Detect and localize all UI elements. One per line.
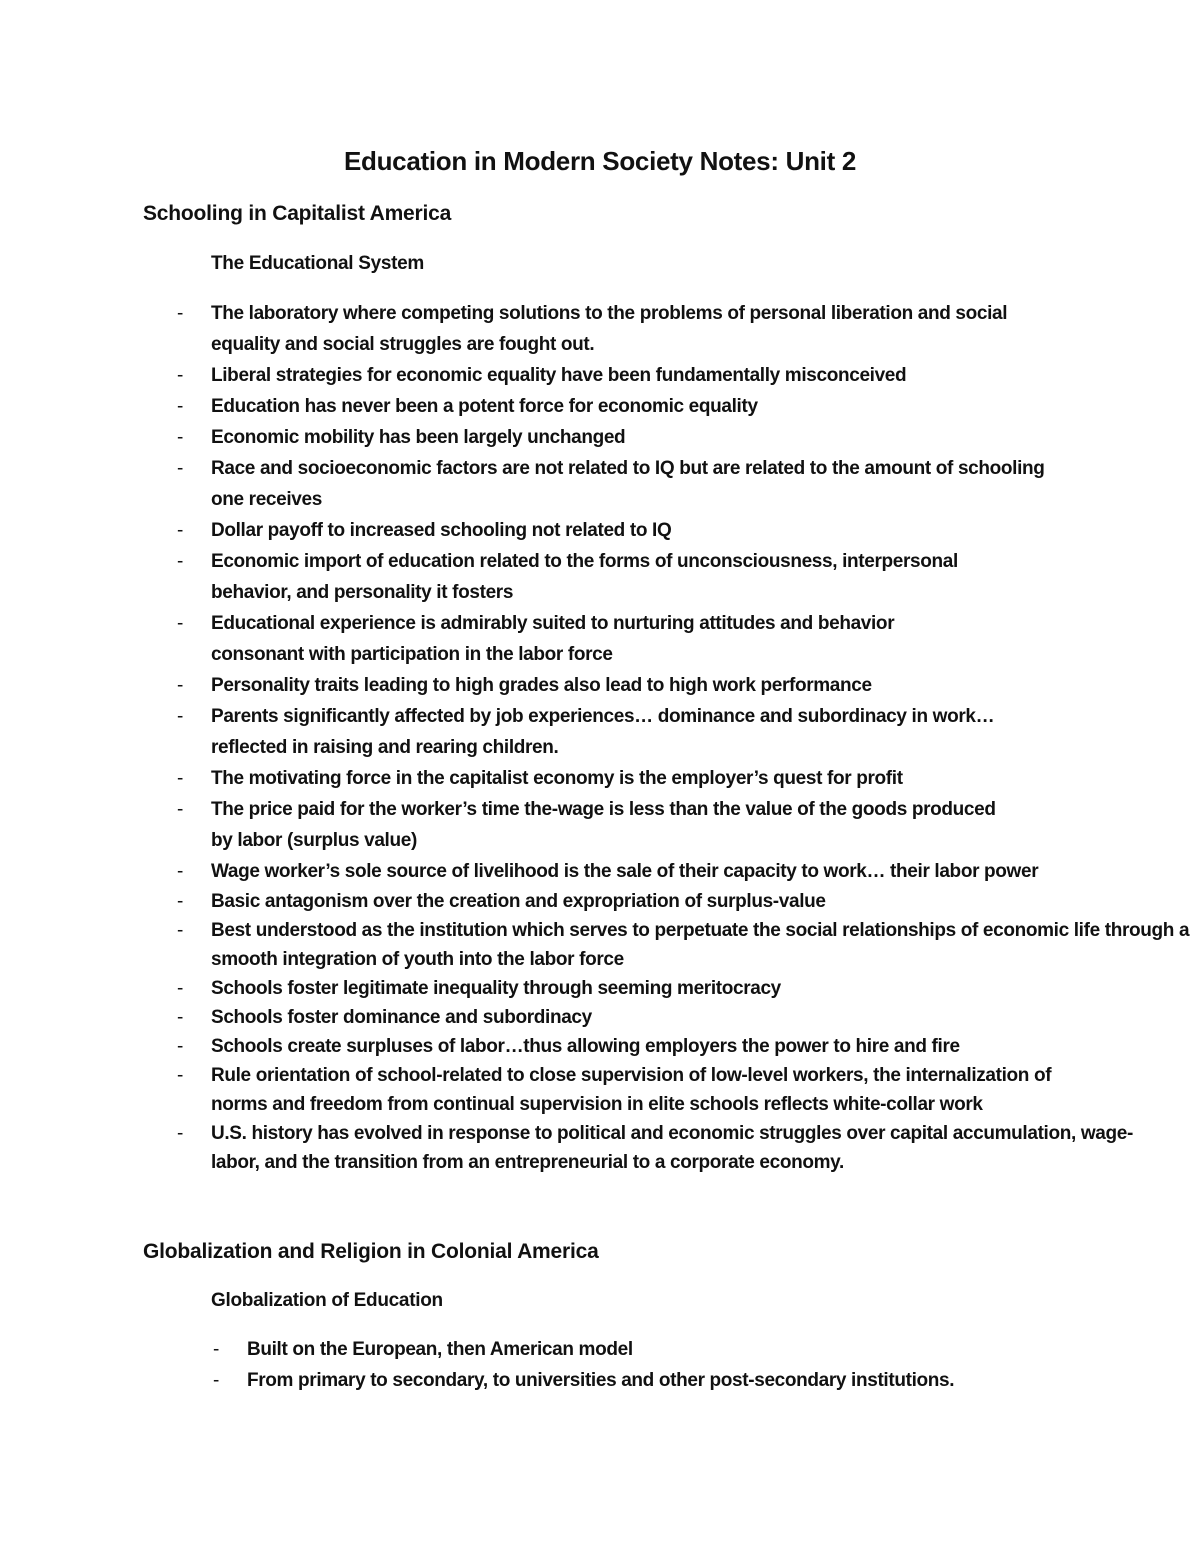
subheading-educational-system: The Educational System [211,253,425,274]
list-item [213,1334,1147,1365]
list-item [177,670,1196,701]
list-item-text: Economic mobility has been largely unchanged [211,427,626,448]
list-item-text: Liberal strategies for economic equality have been fundamentally misconceived [211,365,907,386]
bullet-dash: - [177,520,183,541]
list-item [177,360,1196,391]
list-item-text: The price paid for the worker’s time the-wage is less than the value of the goods produced by labor (surplus value) [211,799,996,851]
bullet-list-globalization [213,1334,1147,1396]
bullet-list-schooling [177,298,1196,1177]
list-item-text: The laboratory where competing solutions to the problems of personal liberation and social equality and social struggles are fought out. [211,303,1008,355]
list-item-text: Education has never been a potent force for economic equality [211,396,758,417]
bullet-dash: - [177,1123,183,1144]
list-item [177,298,1041,360]
list-item-text: Schools create surpluses of labor…thus allowing employers the power to hire and fire [211,1036,960,1057]
list-item [213,1365,1147,1396]
bullet-dash: - [177,303,183,324]
bullet-dash: - [177,675,183,696]
bullet-dash: - [177,551,183,572]
list-item-text: U.S. history has evolved in response to political and economic struggles over capital accumulation, wage-labor, and the transition from an entrepreneurial to a corporate economy. [211,1123,1133,1173]
list-item [177,1032,1196,1061]
bullet-dash: - [177,613,183,634]
list-item-text: Built on the European, then American model [247,1339,633,1360]
bullet-dash: - [177,365,183,386]
document-title: Education in Modern Society Notes: Unit 2 [343,146,857,176]
list-item [177,974,1196,1003]
bullet-dash: - [177,1007,183,1028]
list-item-text: Personality traits leading to high grades also lead to high work performance [211,675,872,696]
bullet-dash: - [177,920,183,941]
section-heading-schooling: Schooling in Capitalist America [143,202,452,225]
list-item-text: Wage worker’s sole source of livelihood is the sale of their capacity to work… their labor power [211,861,1039,882]
list-item-text: From primary to secondary, to universities and other post-secondary institutions. [247,1370,955,1391]
bullet-dash: - [213,1339,219,1360]
list-item [177,856,1071,887]
list-item [177,701,1061,763]
bullet-dash: - [177,706,183,727]
list-item [177,1061,1111,1119]
list-item-text: Parents significantly affected by job experiences… dominance and subordinacy in work… reflected in raising and rearing children. [211,706,995,758]
list-item-text: Basic antagonism over the creation and expropriation of surplus-value [211,891,826,912]
bullet-dash: - [177,427,183,448]
bullet-dash: - [177,396,183,417]
bullet-dash: - [177,458,183,479]
list-item [177,916,1196,974]
list-item-text: Educational experience is admirably suited to nurturing attitudes and behavior consonant with participation in the labor force [211,613,895,665]
list-item [177,391,1196,422]
list-item-text: Best understood as the institution which serves to perpetuate the social relationships of economic life through a smooth integration of youth into the labor force [211,920,1190,970]
bullet-dash: - [177,978,183,999]
list-item [177,608,981,670]
list-item [177,763,1196,794]
list-item-text: Economic import of education related to the forms of unconsciousness, interpersonal behavior, and personality it fosters [211,551,958,603]
list-item [177,887,1196,916]
list-item [177,794,1001,856]
list-item-text: The motivating force in the capitalist economy is the employer’s quest for profit [211,768,903,789]
list-item-text: Race and socioeconomic factors are not related to IQ but are related to the amount of schooling one receives [211,458,1045,510]
bullet-dash: - [177,1065,183,1086]
list-item [177,546,1041,608]
list-item [177,515,1196,546]
list-item [177,1003,1196,1032]
list-item-text: Rule orientation of school-related to close supervision of low-level workers, the internalization of norms and freedom from continual supervision in elite schools reflects white-collar work [211,1065,1052,1115]
list-item [177,453,1051,515]
bullet-dash: - [177,891,183,912]
subheading-globalization-of-education: Globalization of Education [211,1290,443,1311]
bullet-dash: - [177,768,183,789]
list-item [177,422,1196,453]
bullet-dash: - [177,799,183,820]
section-heading-globalization: Globalization and Religion in Colonial America [143,1240,599,1263]
bullet-dash: - [213,1370,219,1391]
list-item-text: Schools foster dominance and subordinacy [211,1007,592,1028]
list-item-text: Schools foster legitimate inequality through seeming meritocracy [211,978,781,999]
list-item-text: Dollar payoff to increased schooling not related to IQ [211,520,672,541]
bullet-dash: - [177,861,183,882]
list-item [177,1119,1151,1177]
bullet-dash: - [177,1036,183,1057]
